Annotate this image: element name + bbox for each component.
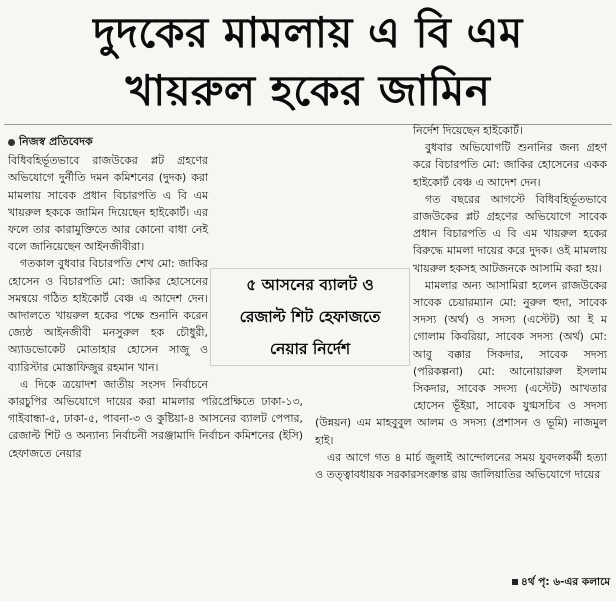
jump-text: ৪র্থ পৃ: ৬-এর কলামে [521,576,611,588]
byline-text: নিজস্ব প্রতিবেদক [19,135,93,148]
jump-line [512,575,610,592]
left-paragraph-3: এ দিকে ত্রয়োদশ জাতীয় সংসদ নির্বাচনে কারচুপির অভিযোগে দায়ের করা মামলার পরিপ্রেক্ষিতে ঢাকা-১৩, গাইবান্ধা-৫, ঢাকা-৫, পাবনা-৩ ও কুষ্টিয়া-৪ আসনের ব্যালট পেপার, রেজাল্ট শিট ও অন্যান্য নির্বাচনী সরঞ্জামাদি নির্বাচন কমিশনের (ইসি) হেফাজতে নেয়ার [8,377,303,460]
headline [0,4,616,120]
left-paragraph-1: বিধিবহির্ভূতভাবে রাজউকের প্লট গ্রহণের অভিযোগে দুর্নীতি দমন কমিশনের (দুদক) করা মামলায় সাবেক প্রধান বিচারপতি এ বি এম খায়রুল হককে জামিন দিয়েছেন হাইকোর্ট। এর ফলে তার কারামুক্তিতে আর কোনো বাধা নেই বলে জানিয়েছেন আইনজীবীরা। [8,154,208,254]
square-bullet-icon [512,579,518,585]
headline-line-2: খায়রুল হকের জামিন [125,66,491,115]
right-paragraph-2: গত বছরের আগস্টে বিধিবহির্ভূতভাবে রাজউকের প্লট গ্রহণের অভিযোগে সাবেক প্রধান বিচারপতি এ বি এম খায়রুল হকের বিরুদ্ধে মামলা দায়ের করে দুদক। ওই মামলায় খায়রুল হকসহ আটজনকে আসামি করা হয়। [413,192,607,275]
bullet-icon [8,139,15,146]
subheadline-line-1: ৫ আসনের ব্যালট ও [246,276,374,294]
byline [8,133,303,150]
headline-line-1: দুদকের মামলায় এ বি এম [93,8,523,57]
left-paragraph-2: গতকাল বুধবার বিচারপতি শেখ মো: জাকির হোসেন ও বিচারপতি মো: জাকির হোসেনের সমন্বয়ে গঠিত হাইকোর্ট বেঞ্চ এ আদেশ দেন। আদালতে খায়রুল হকের পক্ষে শুনানি করেন জ্যেষ্ঠ আইনজীবী মনসুরুল হক চৌধুরী, অ্যাডভোকেট মোতাহার হোসেন সাজু ও ব্যারিস্টার মোস্তাফিজুর রহমান খান। [8,257,208,374]
right-paragraph-4: এর আগে গত ৪ মার্চ জুলাই আন্দোলনের সময় যুবদলকর্মী হত্যা ও তত্ত্বাবধায়ক সরকারসংক্রান্ত রায় জালিয়াতির অভিযোগে দায়ের [315,450,607,482]
subheadline-line-3: নেয়ার নির্দেশ [269,340,351,358]
right-paragraph-0: নির্দেশ দিয়েছেন হাইকোর্ট। [413,124,523,137]
subheadline-line-2: রেজাল্ট শিট হেফাজতে [239,308,381,326]
subheadline-box [210,268,410,366]
right-paragraph-1: বুধবার অভিযোগটি শুনানির জন্য গ্রহণ করে বিচারপতি মো: জাকির হোসেনের একক হাইকোর্ট বেঞ্চ এ আদেশ দেন। [413,141,607,189]
right-paragraph-3: মামলার অন্য আসামিরা হলেন রাজউকের সাবেক চেয়ারম্যান মো: নুরুল হুদা, সাবেক সদস্য (অর্থ) ও সদস্য (এস্টেট) আ ই ম গোলাম কিবরিয়া, সাবেক সদস্য (অর্থ) মো: আবু বক্কার সিকদার, সাবেক সদস্য (পরিকল্পনা) মো: আনোয়ারুল ইসলাম সিকদার, সাবেক সদস্য (এস্টেট) আখতার হোসেন ভূঁইয়া, সাবেক যুগ্মসচিব ও সদস্য (উন্নয়ন) এম মাহবুবুল আলম ও সদস্য (প্রশাসন ও ভূমি) নাজমুল হাই। [315,278,607,447]
